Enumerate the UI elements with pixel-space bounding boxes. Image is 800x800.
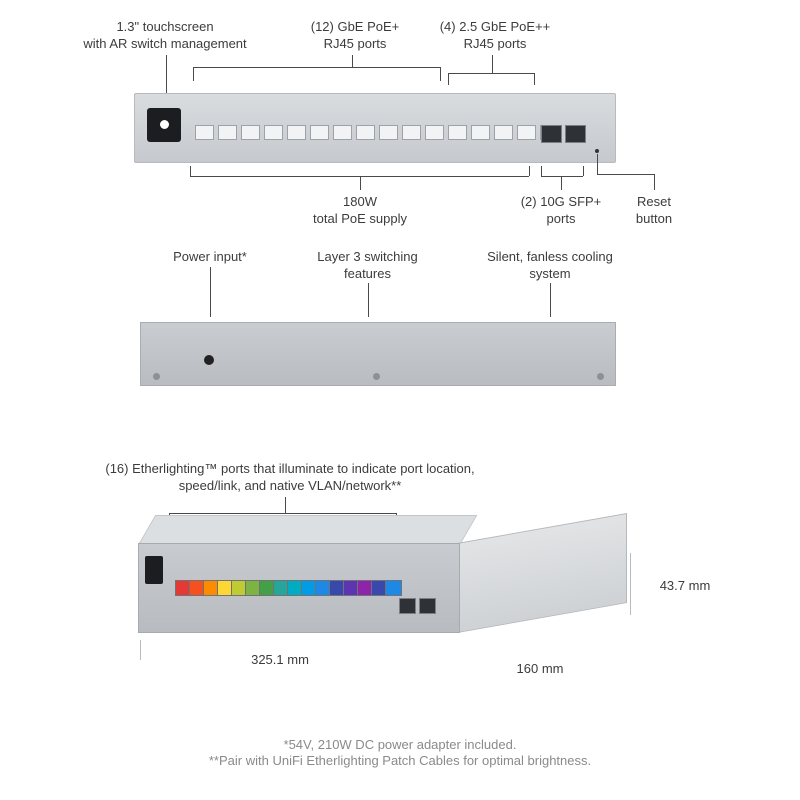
layer3-leader <box>368 283 369 317</box>
gbe-ports-label: (12) GbE PoE+ RJ45 ports <box>310 19 400 51</box>
sfp-stem <box>561 176 562 190</box>
touchscreen-display <box>147 108 181 142</box>
rj45-port <box>310 125 329 140</box>
height-dim-line <box>630 553 631 615</box>
cooling-label: Silent, fanless cooling system <box>487 249 613 281</box>
power-input-label: Power input* <box>173 249 247 264</box>
rj45-port <box>241 125 260 140</box>
poe-supply-label: 180W total PoE supply <box>313 194 407 226</box>
sfp-ports-label: (2) 10G SFP+ ports <box>520 194 602 226</box>
gbe-bracket-r <box>440 67 441 81</box>
rj45-port <box>333 125 352 140</box>
reset-label: Reset button <box>635 194 673 226</box>
reset-leader-v <box>597 154 598 174</box>
poepp-bracket-h <box>448 73 534 74</box>
etherlighting-port <box>385 580 402 596</box>
rj45-port <box>402 125 421 140</box>
sfp-port <box>565 125 586 143</box>
reset-leader-h <box>597 174 654 175</box>
etherlighting-stem <box>285 497 286 513</box>
sfp-port <box>541 125 562 143</box>
gbe-bracket-stem <box>352 55 353 67</box>
sfp-bracket-l <box>541 166 542 176</box>
poepp-bracket-l <box>448 73 449 85</box>
screw-icon <box>597 373 604 380</box>
width-label: 325.1 mm <box>251 652 309 667</box>
switch-back-view <box>140 322 616 386</box>
cooling-leader <box>550 283 551 317</box>
rj45-port <box>517 125 536 140</box>
rj45-port <box>448 125 467 140</box>
switch-front-view <box>134 93 616 163</box>
switch-iso-front <box>138 543 460 633</box>
power-port-icon <box>204 355 214 365</box>
touchscreen-display <box>145 556 163 584</box>
screen-dot-icon <box>160 120 169 129</box>
height-label: 43.7 mm <box>659 578 711 593</box>
etherlighting-label: (16) Etherlighting™ ports that illuminate to indicate port location, speed/link, and native VLAN/network** <box>105 461 475 493</box>
footnote-cables: **Pair with UniFi Etherlighting Patch Cables for optimal brightness. <box>208 753 592 768</box>
reset-button-icon <box>595 149 599 153</box>
touchscreen-label: 1.3" touchscreen with AR switch management <box>83 19 247 51</box>
sfp-bracket-h <box>541 176 583 177</box>
poe-pp-ports-label: (4) 2.5 GbE PoE++ RJ45 ports <box>439 19 551 51</box>
footnote-power: *54V, 210W DC power adapter included. <box>283 737 517 752</box>
rj45-port <box>425 125 444 140</box>
reset-leader-v2 <box>654 174 655 190</box>
poe-supply-bracket-r <box>529 166 530 176</box>
rj45-port <box>264 125 283 140</box>
power-leader <box>210 267 211 317</box>
switch-iso-side <box>457 513 627 633</box>
etherlighting-bracket-h <box>169 513 396 514</box>
poepp-bracket-stem <box>492 55 493 73</box>
rj45-port <box>471 125 490 140</box>
sfp-port <box>419 598 436 614</box>
gbe-bracket-l <box>193 67 194 81</box>
gbe-bracket-h <box>193 67 440 68</box>
rj45-port <box>195 125 214 140</box>
screw-icon <box>373 373 380 380</box>
rj45-port <box>379 125 398 140</box>
rj45-port <box>218 125 237 140</box>
poepp-bracket-r <box>534 73 535 85</box>
rj45-port <box>356 125 375 140</box>
switch-iso-top <box>138 515 477 545</box>
sfp-bracket-r <box>583 166 584 176</box>
depth-label: 160 mm <box>516 661 564 676</box>
screw-icon <box>153 373 160 380</box>
touchscreen-leader <box>166 55 167 93</box>
sfp-port <box>399 598 416 614</box>
rj45-port <box>494 125 513 140</box>
rj45-port <box>287 125 306 140</box>
poe-supply-stem <box>360 176 361 190</box>
width-dim-line <box>140 640 141 660</box>
poe-supply-bracket-l <box>190 166 191 176</box>
layer3-label: Layer 3 switching features <box>317 249 418 281</box>
